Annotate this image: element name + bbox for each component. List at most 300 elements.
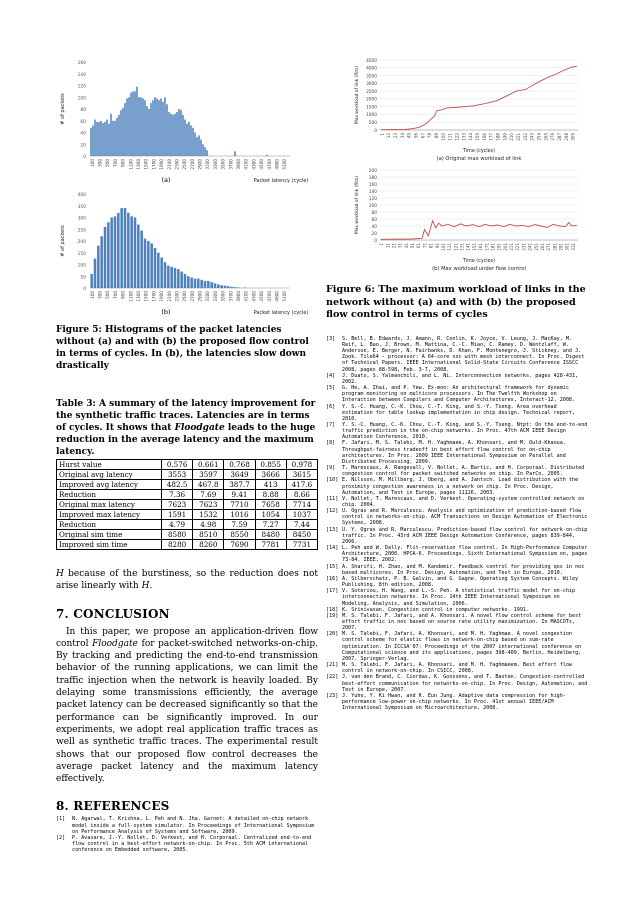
figure-5a-histogram <box>56 56 318 186</box>
panel-label: (a) <box>161 176 171 184</box>
reference-item <box>326 440 588 465</box>
x-tick-label: 221 <box>515 133 521 141</box>
table-cell: 417.6 <box>286 480 317 490</box>
y-tick-label: 400 <box>77 193 86 198</box>
x-tick-label: 5100 <box>282 159 288 170</box>
reference-number: [18] <box>326 606 339 613</box>
reference-number: [16] <box>326 575 339 582</box>
reference-item <box>326 465 588 477</box>
x-tick-label: 254 <box>536 133 542 141</box>
histogram-bar <box>137 225 140 288</box>
y-tick-label: 140 <box>77 72 86 78</box>
reference-text: J. Duato, S. Yalmanchili, and L. Ni. Interconnection networks. pages 428-431, 2002. <box>342 372 579 385</box>
histogram-bar <box>224 286 227 288</box>
reference-number: [11] <box>326 495 339 502</box>
x-tick-label: 45 <box>406 133 412 139</box>
x-tick-label: 111 <box>447 243 453 251</box>
histogram-bar <box>138 97 140 156</box>
y-tick-label: 50 <box>80 275 86 281</box>
y-tick-label: 1500 <box>366 105 377 111</box>
reference-number: [23] <box>326 692 339 699</box>
figure-5-caption: Figure 5: Histograms of the packet latencies without (a) and with (b) the proposed flow control in terms of cycles. In (b), the latencies slow down drastically <box>56 325 309 371</box>
x-tick-label: 4900 <box>274 291 280 302</box>
reference-text: L. Peh and W. Dally. Flit-reservation flow control. In High-Performance Computer Architecture, 2000. HPCA-6. Proceedings. Sixth International Symposium on, pages 73-84. IEEE, 2002. <box>342 545 588 564</box>
histogram-bar <box>94 120 96 156</box>
table-cell: 9.41 <box>224 490 255 500</box>
table-cell: 1016 <box>224 510 255 520</box>
y-tick-label: 300 <box>77 216 86 222</box>
table-row <box>57 470 318 480</box>
table-cell: 8510 <box>193 530 224 540</box>
reference-text: T. Marescaux, A. Rangevall, V. Nollet, A. Bartic, and H. Corporaal. Distributed congestion control for packet switched networks on chip. In ParCo, 2005. <box>342 465 585 478</box>
table-cell: 3553 <box>162 470 193 480</box>
y-tick-label: 250 <box>77 228 86 234</box>
x-tick-label: 1500 <box>143 159 149 170</box>
reference-number: [3] <box>326 335 336 342</box>
histogram-bar <box>134 91 136 156</box>
histogram-bar <box>112 121 114 156</box>
histogram-bar <box>184 274 187 288</box>
x-tick-label: 3100 <box>205 159 211 170</box>
table-cell: 7781 <box>255 540 286 550</box>
table-3-caption-em: Floodgate <box>174 423 225 433</box>
table-cell: 7.36 <box>162 490 193 500</box>
histogram-bar <box>206 150 208 156</box>
figure-6b-line-chart <box>326 166 588 274</box>
table-row-label: Improved max latency <box>57 510 162 520</box>
y-tick-label: 80 <box>371 210 377 216</box>
histogram-bar <box>180 110 182 156</box>
histogram-bar <box>227 286 230 288</box>
x-tick-label: 4300 <box>251 291 257 302</box>
reference-number: [12] <box>326 508 339 515</box>
histogram-bar <box>94 259 97 288</box>
reference-number: [14] <box>326 545 339 552</box>
reference-text: N. Agarwal, T. Krishna, L. Peh and N. Jha. Garnet: A detailed on-chip network model inside a full-system simulator. In Proceedings of International Symposium on Performance Analysis of Systems and Software, 2009. <box>72 816 315 835</box>
table-cell: 3649 <box>224 470 255 480</box>
x-axis-label: Time (cycles) <box>463 149 495 154</box>
reference-number: [21] <box>326 662 339 669</box>
histogram-bar <box>150 243 153 288</box>
reference-number: [2] <box>56 834 66 841</box>
body-text-top <box>56 568 318 593</box>
reference-item <box>326 662 588 674</box>
x-tick-label: 131 <box>459 243 465 251</box>
histogram-bar <box>210 282 213 288</box>
y-tick-label: 2500 <box>366 89 377 95</box>
reference-text: V. Nollet, T. Marescaux, and D. Verkest. Operating-system controlled network on chip. 2004. <box>342 495 585 508</box>
conclusion-text-pre: In this paper, we propose an application-driven flow control <box>56 626 318 649</box>
x-tick-label: 700 <box>112 291 118 299</box>
reference-item <box>326 477 588 495</box>
table-row <box>57 540 318 550</box>
histogram-bar <box>204 147 206 156</box>
table-cell: 8280 <box>162 540 193 550</box>
reference-number: [8] <box>326 440 336 447</box>
figure-6-caption: Figure 6: The maximum workload of links in the network without (a) and with (b) the proposed flow control in terms of cycles <box>326 284 586 321</box>
histogram-bar <box>102 123 104 156</box>
x-tick-label: 4900 <box>274 159 280 170</box>
x-tick-label: 1 <box>379 243 385 246</box>
histogram-bar <box>150 103 152 156</box>
reference-item <box>326 613 588 631</box>
table-3-caption-post: leads to the huge reduction in the average latency and the maximum latency. <box>56 423 316 457</box>
reference-text: E. Nilsson, M. Millberg, J. Oberg, and A. Jantsch. Load distribution with the proximity congestion awareness in a network on chip. In Proc. Design, Automation, and Test in Europe, pages 11126, 2003. <box>342 477 579 496</box>
table-row-label: Original avg latency <box>57 470 162 480</box>
y-tick-label: 3500 <box>366 74 377 80</box>
reference-text: F. Jafari, M. S. Talebi, M. H. Yaghmaee, A. Khonsari, and M. Ould-Khaoua. Throughput-fairness tradeoff in best effort flow control for on-chip architectures. In Proc. 2009 IEEE International Symposium on Parallel and Distributed Processing, 2009. <box>342 440 566 465</box>
histogram-bar <box>132 91 134 156</box>
x-tick-label: 221 <box>515 243 521 251</box>
x-tick-label: 12 <box>386 133 392 139</box>
histogram-bar <box>130 93 132 156</box>
reference-item <box>326 373 588 385</box>
histogram-bar <box>162 102 164 156</box>
reference-item <box>56 835 318 853</box>
histogram-bar <box>107 222 110 288</box>
table-cell: 8.66 <box>286 490 317 500</box>
histogram-bar <box>114 216 117 288</box>
x-tick-label: 2300 <box>174 291 180 302</box>
x-tick-label: 121 <box>453 243 459 251</box>
histogram-bar <box>184 120 186 156</box>
histogram-bar <box>152 100 154 156</box>
body-top-text: because of the burstiness, so the reduction does not arise linearly with <box>56 569 318 592</box>
x-tick-label: 191 <box>496 243 502 251</box>
table-cell: 8550 <box>224 530 255 540</box>
table-cell: 1532 <box>193 510 224 520</box>
histogram-bar <box>108 124 110 156</box>
x-tick-label: 276 <box>550 133 556 141</box>
x-tick-label: 3700 <box>228 159 234 170</box>
reference-item <box>326 496 588 508</box>
x-tick-label: 500 <box>105 291 111 299</box>
y-tick-label: 350 <box>77 204 86 210</box>
y-tick-label: 120 <box>77 84 86 90</box>
table-cell: 7.27 <box>255 520 286 530</box>
histogram-bar <box>104 227 107 288</box>
conclusion-heading: 7. CONCLUSION <box>56 606 170 621</box>
table-cell: 1037 <box>286 510 317 520</box>
histogram-bar <box>126 98 128 156</box>
histogram-bar <box>164 97 166 156</box>
table-cell: 7731 <box>286 540 317 550</box>
table-cell: 467.8 <box>193 480 224 490</box>
table-cell: 8450 <box>286 530 317 540</box>
histogram-bar <box>170 114 172 156</box>
y-tick-label: 20 <box>371 231 377 237</box>
y-tick-label: 0 <box>374 128 377 134</box>
histogram-bar <box>116 118 118 156</box>
histogram-bar <box>157 253 160 288</box>
histogram-bar <box>96 122 98 156</box>
table-row <box>57 510 318 520</box>
reference-item <box>326 631 588 662</box>
table-cell: 3666 <box>255 470 286 480</box>
x-tick-label: 3100 <box>205 291 211 302</box>
conclusion-text-post: for packet-switched networks-on-chip. By tracking and predicting the end-to-end transmission behavior of the running applications, we can limit the traffic injection when the network is heavily loaded. By delaying some transmissions efficiently, the average packet latency can be decreased significantly so that the performance can be significantly improved. In our experiments, we adopt real application traffic traces as well as synthetic traffic traces. The experimental result shows that our proposed flow control decreases the average packet latency and the maximum latency effectively. <box>56 638 318 785</box>
x-tick-label: 241 <box>527 243 533 251</box>
x-tick-label: 4300 <box>251 159 257 170</box>
x-tick-label: 161 <box>478 243 484 251</box>
reference-number: [13] <box>326 526 339 533</box>
table-cell: 482.5 <box>162 480 193 490</box>
y-tick-label: 100 <box>77 96 86 102</box>
reference-text: G. He, A. Zhai, and P. Yew. Ex-mon: An architectural framework for dynamic program monitoring on multicore processors. In The Twelfth Workshop on Interaction between Compilers and Computer Architectures, Interact-12, 2008. <box>342 385 576 404</box>
reference-item <box>56 816 318 834</box>
y-tick-label: 150 <box>77 251 86 257</box>
reference-text: M. S. Talebi, F. Jafari, and A. Khonsari. A novel flow control scheme for best effort traffic in noc based on source rate utility maximization. In MASCOTs, 2007. <box>342 612 582 632</box>
histogram-bar <box>180 272 183 288</box>
x-tick-label: 300 <box>97 159 103 167</box>
figure-5b-histogram <box>56 188 318 318</box>
table-3-caption <box>56 398 318 458</box>
x-tick-label: 4700 <box>266 291 272 302</box>
histogram-bar <box>124 103 126 156</box>
reference-item <box>326 404 588 422</box>
histogram-bar <box>194 279 197 288</box>
x-tick-label: 1300 <box>136 291 141 302</box>
x-tick-label: 133 <box>461 133 467 141</box>
y-axis-label: Max workload of link (flits) <box>355 175 360 235</box>
x-tick-label: 1100 <box>128 291 134 302</box>
histogram-bar <box>174 114 176 156</box>
y-tick-label: 0 <box>83 155 86 160</box>
y-tick-label: 4000 <box>366 66 377 72</box>
x-tick-label: 34 <box>399 133 405 139</box>
x-tick-label: 2100 <box>166 291 172 302</box>
reference-number: [5] <box>326 385 336 392</box>
x-tick-label: 141 <box>465 243 471 251</box>
x-tick-label: 4100 <box>243 159 249 170</box>
histogram-bar <box>124 208 127 288</box>
table-row <box>57 520 318 530</box>
x-tick-label: 309 <box>570 133 576 141</box>
x-tick-label: 900 <box>120 291 126 299</box>
x-tick-label: 100 <box>440 133 446 141</box>
x-tick-label: 1900 <box>159 159 165 170</box>
reference-text: A. Silberschatz, P. B. Galvin, and G. Gagne. Operating System Concepts. Wiley Publishing, 8th edition, 2008. <box>342 575 579 589</box>
table-cell: 1054 <box>255 510 286 520</box>
x-tick-label: 201 <box>502 243 508 251</box>
histogram-bar <box>197 279 200 288</box>
table-row <box>57 480 318 490</box>
table-cell: 8480 <box>255 530 286 540</box>
histogram-bar <box>158 100 160 156</box>
histogram-bar <box>160 98 162 156</box>
x-tick-label: 265 <box>543 133 549 141</box>
x-tick-label: 100 <box>89 291 95 299</box>
y-tick-label: 100 <box>368 203 377 209</box>
reference-number: [4] <box>326 372 336 379</box>
histogram-bar <box>118 115 120 156</box>
x-tick-label: 3900 <box>236 159 241 170</box>
x-tick-label: 291 <box>558 243 564 251</box>
x-tick-label: 23 <box>393 133 399 139</box>
reference-item <box>326 336 588 373</box>
reference-text: S. Bell, B. Edwards, J. Amann, R. Conlin, K. Joyce, V. Leung, J. MacKay, M. Reif, L. Bao, J. Brown, M. Mattina, C.-C. Miao, C. Ramey, D. Wentzlaff, W. Anderson, E. Berger, N. Fairbanks, D. Khan, F. Montenegro, J. Stickney, and J. Zook. Tile64 - processor: A 64-core soc with mesh interconnect. In Proc. Digest of Technical Papers. IEEE International Solid-State Circuits Conference ISSCC 2008, pages 88-598, Feb. 3-7, 2008. <box>342 335 585 373</box>
x-tick-label: 78 <box>427 133 433 139</box>
histogram-bar <box>172 115 174 156</box>
reference-text: A. Sharifi, H. Zhao, and M. Kandemir. Feedback control for providing qos in noc based multicores. In Proc. Design, Automation, and Test in Europe, 2010. <box>342 563 585 576</box>
x-tick-label: 298 <box>563 133 569 141</box>
reference-number: [15] <box>326 563 339 570</box>
reference-text: U. Y. Ogras and R. Marculescu. Prediction-based flow control for network-on-chip traffic. In Proc. 43rd ACM IEEE Design Automation Conference, pages 839-844, 2006. <box>342 526 588 545</box>
x-tick-label: 210 <box>509 133 515 141</box>
histogram-bar <box>140 230 143 288</box>
x-tick-label: 271 <box>546 243 552 251</box>
x-tick-label: 31 <box>397 243 403 249</box>
y-tick-label: 2000 <box>366 97 377 103</box>
x-tick-label: 101 <box>440 243 446 251</box>
histogram-bar <box>144 100 146 156</box>
x-tick-label: 181 <box>490 243 496 251</box>
table-row <box>57 500 318 510</box>
histogram-bar <box>110 114 112 156</box>
x-tick-label: 67 <box>420 133 426 139</box>
x-tick-label: 21 <box>391 243 397 249</box>
x-tick-label: 89 <box>434 133 440 139</box>
histogram-bar <box>190 277 193 288</box>
x-tick-label: 231 <box>521 243 527 251</box>
reference-item <box>326 674 588 692</box>
reference-item <box>326 588 588 606</box>
histogram-bar <box>217 284 220 288</box>
references-left <box>56 816 318 853</box>
left-column <box>56 56 318 853</box>
table-cell: 3597 <box>193 470 224 480</box>
table-cell: 1591 <box>162 510 193 520</box>
x-tick-label: 3300 <box>212 159 218 170</box>
histogram-bar <box>110 218 113 289</box>
y-tick-label: 60 <box>371 217 377 223</box>
x-tick-label: 211 <box>509 243 515 251</box>
x-tick-label: 1700 <box>151 159 157 170</box>
x-tick-label: 3500 <box>220 159 226 170</box>
y-tick-label: 180 <box>368 175 377 181</box>
table-row-label: Improved avg latency <box>57 480 162 490</box>
x-tick-label: 3900 <box>236 291 241 302</box>
histogram-bar <box>92 125 94 156</box>
table-row-label: Reduction <box>57 520 162 530</box>
table-cell: 4.79 <box>162 520 193 530</box>
reference-text: J. van den Brand, C. Ciordas, K. Goossens, and T. Basten. Congestion-controlled best-effort communication for networks-on-chip. In Proc. Design, Automation, and Test in Europe, 2007. <box>342 674 588 693</box>
x-tick-label: 311 <box>570 243 576 251</box>
x-tick-label: 4700 <box>266 159 272 170</box>
x-tick-label: 4100 <box>243 291 249 302</box>
x-tick-label: 61 <box>416 243 422 249</box>
reference-number: [7] <box>326 421 336 428</box>
reference-number: [20] <box>326 631 339 638</box>
histogram-bar <box>266 155 268 156</box>
histogram-bar <box>214 283 217 288</box>
x-tick-label: 81 <box>428 243 434 249</box>
histogram-bar <box>178 109 180 156</box>
x-tick-label: 1500 <box>143 291 149 302</box>
table-cell: 7623 <box>193 500 224 510</box>
table-cell: 8580 <box>162 530 193 540</box>
reference-text: P. Avasare, J.-Y. Nollet, D. Verkest, and H. Corporaal. Centralized end-to-end flow control in a best-effort network-on-chip. In Proc. 5th ACM international conference on Embedded software, 2005. <box>72 834 312 854</box>
histogram-bar <box>148 109 150 156</box>
reference-number: [19] <box>326 612 339 619</box>
x-tick-label: 100 <box>89 159 95 167</box>
histogram-bar <box>104 122 106 156</box>
reference-item <box>326 576 588 588</box>
table-3-caption-pre: Table 3: A summary of the latency improvement for the synthetic traffic traces. Latencies are in terms of cycles. It shows that <box>56 399 316 433</box>
x-tick-label: 144 <box>468 133 474 141</box>
y-tick-label: 1000 <box>366 113 377 119</box>
reference-text: M. S. Talebi, F. Jafari, A. Khonsari, and M. H. Yaghmae. A novel congestion control scheme for elastic flows in network-on-chip based on sum-rate optimization. In ICCSA'07: Proceedings of the 2007 international conference on Computational science and its applications, pages 398-409, Berlin, Heidelberg, 2007. Springer-Verlag. <box>342 631 582 662</box>
x-tick-label: 900 <box>120 159 126 167</box>
x-tick-label: 4500 <box>259 291 265 302</box>
x-tick-label: 51 <box>410 243 416 249</box>
x-tick-label: 1900 <box>159 291 165 302</box>
x-axis-label: Packet latency (cycle) <box>253 178 309 184</box>
histogram-bar <box>100 236 103 288</box>
reference-item <box>326 527 588 545</box>
table-row-label: Original sim time <box>57 530 162 540</box>
table-cell: 0.768 <box>224 460 255 470</box>
table-cell: 7710 <box>224 500 255 510</box>
y-tick-label: 4500 <box>366 58 377 64</box>
x-axis-label: Packet latency (cycle) <box>253 310 309 316</box>
x-tick-label: 1700 <box>151 291 157 302</box>
y-tick-label: 160 <box>368 182 377 188</box>
y-tick-label: 200 <box>77 240 86 245</box>
x-tick-label: 232 <box>522 133 528 141</box>
conclusion-text-em: Floodgate <box>92 638 138 649</box>
histogram-bar <box>97 246 100 288</box>
x-tick-label: 2900 <box>197 159 203 170</box>
table-cell: 0.576 <box>162 460 193 470</box>
reference-text: Y. S.-C. Huang, C.-K. Chou, C.-T. King, and S.-Y. Tseng. Ntpt: On the end-to-end traffic prediction in the on-chip networks. In Proc. 47th ACM IEEE Design Automation Conference, 2010. <box>342 421 588 441</box>
y-tick-label: 20 <box>80 143 86 149</box>
histogram-bar <box>168 112 170 156</box>
reference-number: [22] <box>326 674 339 681</box>
y-tick-label: 40 <box>80 131 86 137</box>
x-tick-label: 71 <box>422 243 428 249</box>
x-tick-label: 2900 <box>197 291 203 302</box>
histogram-bar <box>230 287 233 288</box>
reference-text: U. Ogras and R. Marculescu. Analysis and optimization of prediction-based flow control in networks-on-chip. ACM Transactions on Design Automation of Electronic Systems, 2008. <box>342 508 588 527</box>
x-tick-label: 243 <box>529 133 535 141</box>
histogram-bar <box>136 87 138 156</box>
histogram-bar <box>234 151 236 156</box>
table-row <box>57 490 318 500</box>
body-top-h1: H <box>56 569 64 579</box>
histogram-bar <box>166 104 168 156</box>
chart-title: (a) Original max workload of link <box>436 156 522 162</box>
x-tick-label: 171 <box>484 243 490 251</box>
histogram-bar <box>144 239 147 288</box>
conclusion-text <box>56 626 318 786</box>
y-axis-label: # of packets <box>60 93 66 125</box>
reference-item <box>326 422 588 440</box>
table-row-label: Hurst value <box>57 460 162 470</box>
histogram-bar <box>134 218 137 289</box>
references-right <box>326 336 588 712</box>
x-tick-label: 1 <box>379 133 385 136</box>
body-top-h2: H <box>141 581 150 592</box>
histogram-bar <box>167 266 170 288</box>
histogram-bar <box>90 128 92 156</box>
histogram-bar <box>106 120 108 156</box>
histogram-bar <box>120 110 122 156</box>
histogram-bar <box>190 125 192 156</box>
x-tick-label: 177 <box>488 133 494 141</box>
x-tick-label: 500 <box>105 159 111 167</box>
table-cell: 7623 <box>162 500 193 510</box>
